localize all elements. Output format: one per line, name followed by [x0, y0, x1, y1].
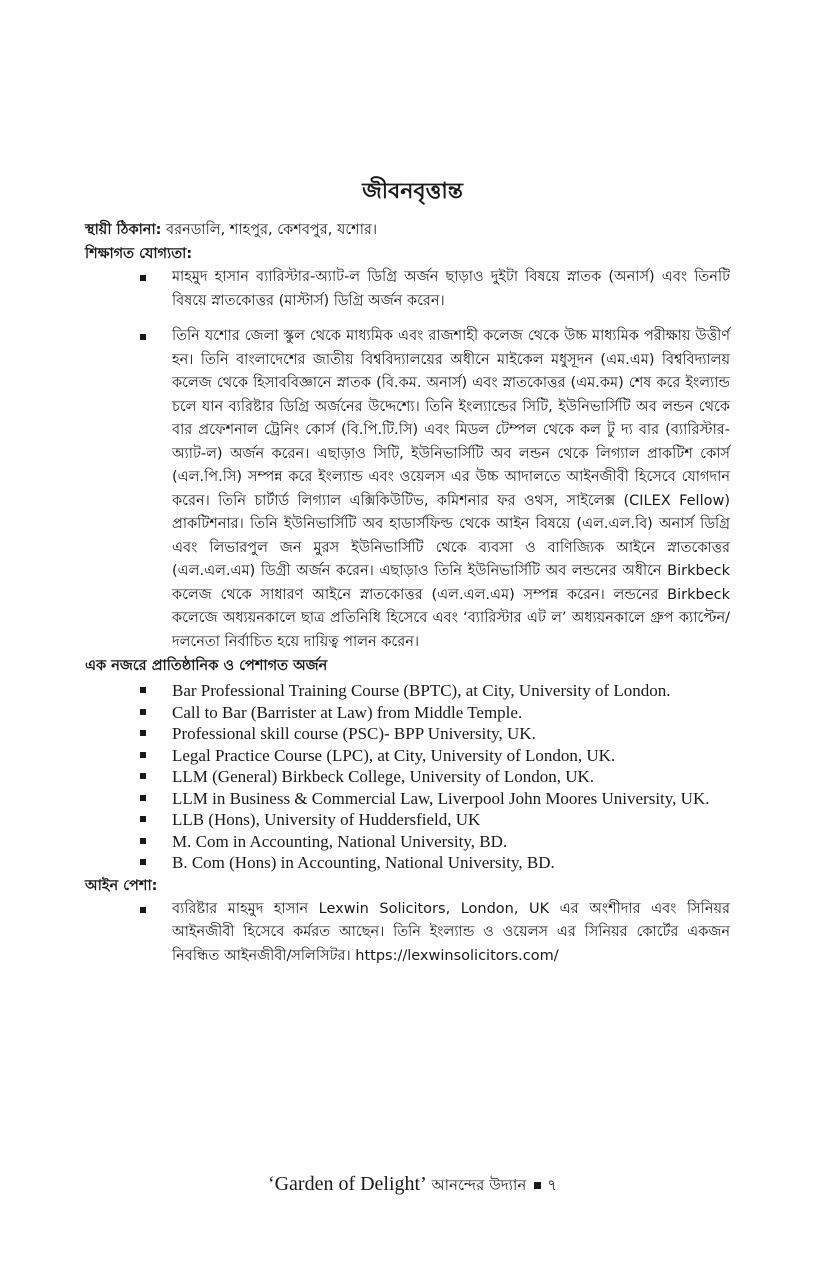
- list-item-text: Bar Professional Training Course (BPTC), at City, University of London.: [172, 681, 671, 700]
- bullet-icon: [140, 838, 146, 844]
- address-line: [85, 218, 730, 242]
- bullet-icon: [140, 816, 146, 822]
- bullet-icon: [140, 730, 146, 736]
- footer-book-title: ‘Garden of Delight’: [267, 1173, 427, 1195]
- bullet-icon: [140, 687, 146, 693]
- list-item: [85, 266, 730, 313]
- list-item: [85, 788, 730, 810]
- bullet-icon: [140, 859, 146, 865]
- list-item: [85, 680, 730, 702]
- list-item: [85, 325, 730, 654]
- list-item-text: LLM in Business & Commercial Law, Liverpool John Moores University, UK.: [172, 788, 710, 808]
- list-item-text: Call to Bar (Barrister at Law) from Middle Temple.: [172, 702, 523, 722]
- bullet-icon: [140, 795, 146, 801]
- list-item: [85, 723, 730, 745]
- page-footer: [0, 1171, 825, 1198]
- list-item-text: ব্যরিষ্টার মাহমুদ হাসান Lexwin Solicitors, London, UK এর অংশীদার এবং সিনিয়র আইনজীবী হিসেবে কর্মরত আছেন। তিনি ইংল্যান্ড ও ওয়েলস এর সিনিয়র কোর্টের একজন নিবন্ধিত আইনজীবী/সলিসিটর। https://lexwinsolicitors.com/: [172, 900, 730, 964]
- list-item: [85, 745, 730, 767]
- page-title: জীবনবৃত্তান্ত: [362, 179, 463, 204]
- bullet-icon: [140, 709, 146, 715]
- profession-list: [85, 898, 730, 969]
- list-item: [85, 852, 730, 874]
- list-item-text: LLM (General) Birkbeck College, University of London, UK.: [172, 767, 595, 786]
- address-value: বরনডালি, শাহপুর, কেশবপুর, যশোর।: [161, 222, 378, 238]
- footer-bn-title: আনন্দের উদ্যান: [426, 1176, 527, 1194]
- achievements-heading: এক নজরে প্রাতিষ্ঠানিক ও পেশাগত অর্জন: [85, 658, 328, 674]
- list-item-text: মাহমুদ হাসান ব্যারিস্টার-অ্যাট-ল ডিগ্রি অর্জন ছাড়াও দুইটা বিষয়ে স্নাতক (অনার্স) এবং তিনটি বিষয়ে স্নাতকোত্তর (মাস্টার্স) ডিগ্রি অর্জন করেন।: [172, 269, 730, 309]
- list-item: [85, 766, 730, 788]
- achievements-list: [85, 680, 730, 874]
- bullet-icon: [140, 907, 146, 913]
- bullet-icon: [140, 275, 146, 281]
- address-label: স্থায়ী ঠিকানা:: [85, 222, 162, 238]
- list-item-text: তিনি যশোর জেলা স্কুল থেকে মাধ্যমিক এবং রাজশাহী কলেজ থেকে উচ্চ মাধ্যমিক পরীক্ষায় উত্তীর্ণ হন। তিনি বাংলাদেশের জাতীয় বিশ্ববিদ্যালয়ের অধীনে মাইকেল মধুসূদন (এম.এম) বিশ্ববিদ্যালয় কলেজ থেকে হিসাববিজ্ঞানে স্নাতক (বি.কম. অনার্স) এবং স্নাতকোত্তর (এম.কম) শেষ করে ইংল্যান্ড চলে যান ব্যরিষ্টার ডিগ্রি অর্জনের উদ্দেশ্যে। তিনি ইংল্যান্ডের সিটি, ইউনিভার্সিটি অব লন্ডন থেকে বার প্রফেশনাল ট্রেনিং কোর্স (বি.পি.টি.সি) এবং মিডল টেম্পল থেকে কল টু দ্য বার (ব্যারিস্টার-অ্যাট-ল) অর্জন করেন। এছাড়াও সিটি, ইউনিভার্সিটি অব লন্ডন থেকে লিগ্যাল প্রাকটিশ কোর্স (এল.পি.সি) সম্পন্ন করে ইংল্যান্ড এবং ওয়েলস এর উচ্চ আদালতে আইনজীবী হিসেবে যোগদান করেন। তিনি চার্টার্ড লিগ্যাল এক্সিকিউটিভ, কমিশনার ফর ওথস, সাইলেক্স (CILEX Fellow) প্রাকটিশনার। তিনি ইউনিভার্সিটি অব হাডার্সফিল্ড থেকে আইন বিষয়ে (এল.এল.বি) অনার্স ডিগ্রি এবং লিভারপুল জন মুরস ইউনিভার্সিটি থেকে ব্যবসা ও বাণিজ্যিক আইনে স্নাতকোত্তর (এল.এল.এম) ডিগ্রী অর্জন করেন। এছাড়াও তিনি ইউনিভার্সিটি অব লন্ডনের অধীনে Birkbeck কলেজ থেকে সাধারণ আইনে স্নাতকোত্তর (এল.এল.এম) সম্পন্ন করেন। লন্ডনের Birkbeck কলেজে অধ্যয়নকালে ছাত্র প্রতিনিধি হিসেবে এবং ‘ব্যারিস্টার এট ল’ অধ্যয়নকালে গ্রুপ ক্যাপ্টেন/দলনেতা নির্বাচিত হয়ে দায়িত্ব পালন করেন।: [172, 328, 730, 650]
- bullet-icon: [140, 773, 146, 779]
- education-heading: শিক্ষাগত যোগ্যতা:: [85, 246, 193, 262]
- education-list: [85, 266, 730, 654]
- list-item-text: B. Com (Hons) in Accounting, National University, BD.: [172, 853, 555, 872]
- content: [85, 218, 730, 968]
- list-item: [85, 898, 730, 969]
- bullet-icon: [140, 334, 146, 340]
- list-item-text: Professional skill course (PSC)- BPP University, UK.: [172, 724, 536, 743]
- list-item: [85, 809, 730, 831]
- list-item-text: LLB (Hons), University of Huddersfield, UK: [172, 810, 481, 829]
- page-number: ৭: [547, 1176, 558, 1194]
- list-item-text: M. Com in Accounting, National University, BD.: [172, 831, 508, 851]
- list-item: [85, 702, 730, 724]
- list-item: [85, 831, 730, 853]
- bullet-icon: [140, 752, 146, 758]
- profession-heading: আইন পেশা:: [85, 877, 158, 894]
- square-icon: [534, 1182, 541, 1189]
- list-item-text: Legal Practice Course (LPC), at City, University of London, UK.: [172, 745, 616, 765]
